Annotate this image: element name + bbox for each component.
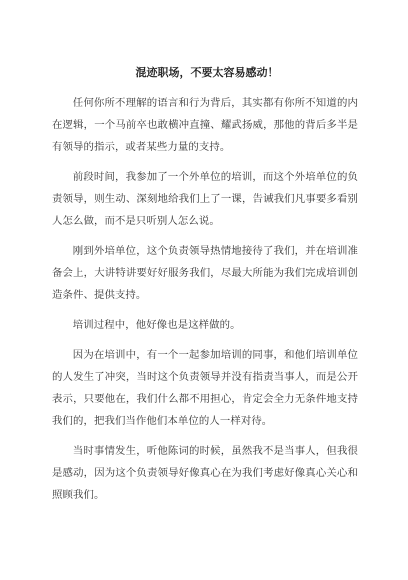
document-title: 混迹职场，不要太容易感动！ <box>135 66 279 79</box>
paragraph-3: 刚到外培单位，这个负责领导热情地接待了我们，并在培训准备会上，大讲特讲要好好服务我们，尽最大所能为我们完成培训创造条件、提供支持。 <box>52 245 358 301</box>
paragraph-2: 前段时间，我参加了一个外单位的培训，而这个外培单位的负责领导，则生动、深刻地给我们上了一课，告诫我们凡事要多看别人怎么做，而不是只听别人怎么说。 <box>52 171 358 227</box>
paragraph-4: 培训过程中，他好像也是这样做的。 <box>72 319 241 331</box>
paragraph-6: 当时事情发生，听他陈词的时候，虽然我不是当事人，但我很是感动，因为这个负责领导好像真心在为我们考虑好像真心关心和照顾我们。 <box>52 445 358 501</box>
paragraph-1: 任何你所不理解的语言和行为背后，其实都有你所不知道的内在逻辑，一个马前卒也敢横冲直撞、耀武扬威，那他的背后多半是有领导的指示，或者某些力量的支持。 <box>52 97 358 153</box>
paragraph-5: 因为在培训中，有一个一起参加培训的同事，和他们培训单位的人发生了冲突，当时这个负责领导并没有指责当事人，而是公开表示，只要他在，我们什么都不用担心，肯定会全力无条件地支持我们的，把我们当作他们本单位的人一样对待。 <box>52 349 358 427</box>
